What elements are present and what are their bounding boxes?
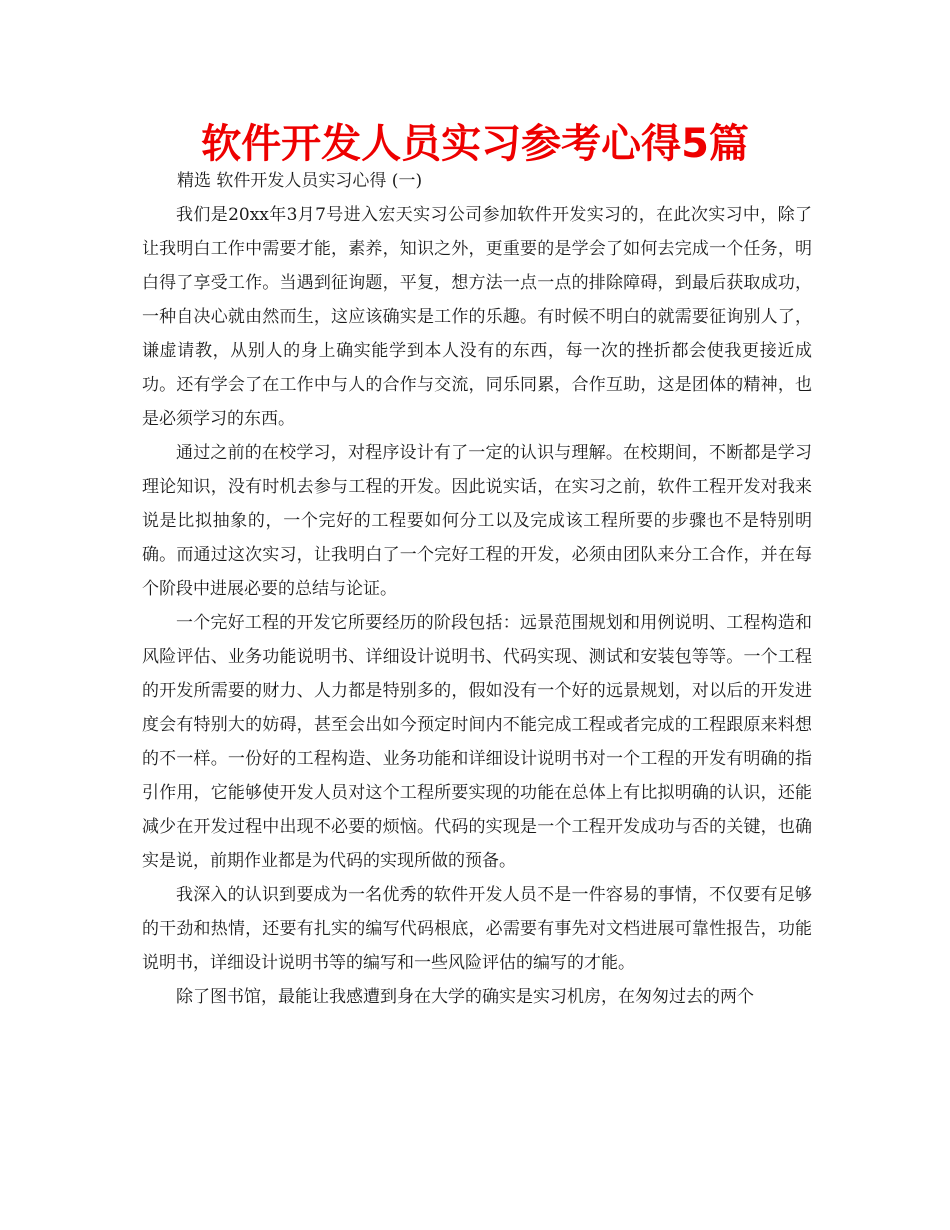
paragraph: 通过之前的在校学习，对程序设计有了一定的认识与理解。在校期间，不断都是学习理论知识，没有时机去参与工程的开发。因此说实话，在实习之前，软件工程开发对我来说是比拟抽象的，一个完好的工程要如何分工以及完成该工程所要的步骤也不是特别明确。而通过这次实习，让我明白了一个完好工程的开发，必须由团队来分工合作，并在每个阶段中进展必要的总结与论证。 bbox=[142, 443, 812, 599]
paragraph: 我们是20xx年3月7号进入宏天实习公司参加软件开发实习的，在此次实习中，除了让我明白工作中需要才能，素养，知识之外，更重要的是学会了如何去完成一个任务，明白得了享受工作。当遇到征询题，平复，想方法一点一点的排除障碍，到最后获取成功，一种自决心就由然而生，这应该确实是工作的乐趣。有时候不明白的就需要征询别人了，谦虚请教，从别人的身上确实能学到本人没有的东西，每一次的挫折都会使我更接近成功。还有学会了在工作中与人的合作与交流，同乐同累，合作互助，这是团体的精神，也是必须学习的东西。 bbox=[142, 205, 812, 429]
paragraph: 我深入的认识到要成为一名优秀的软件开发人员不是一件容易的事情，不仅要有足够的干劲和热情，还要有扎实的编写代码根底，必需要有事先对文档进展可靠性报告，功能说明书，详细设计说明书等的编写和一些风险评估的编写的才能。 bbox=[142, 885, 812, 973]
section-subtitle: 精选 软件开发人员实习心得 (一) bbox=[177, 171, 423, 191]
paragraph: 一个完好工程的开发它所要经历的阶段包括：远景范围规划和用例说明、工程构造和风险评估、业务功能说明书、详细设计说明书、代码实现、测试和安装包等等。一个工程的开发所需要的财力、人力都是特别多的，假如没有一个好的远景规划，对以后的开发进度会有特别大的妨碍，甚至会出如今预定时间内不能完成工程或者完成的工程跟原来料想的不一样。一份好的工程构造、业务功能和详细设计说明书对一个工程的开发有明确的指引作用，它能够使开发人员对这个工程所要实现的功能在总体上有比拟明确的认识，还能减少在开发过程中出现不必要的烦恼。代码的实现是一个工程开发成功与否的关键，也确实是说，前期作业都是为代码的实现所做的预备。 bbox=[142, 613, 812, 871]
document-title: 软件开发人员实习参考心得5篇 bbox=[201, 121, 749, 167]
document-body bbox=[142, 198, 812, 1014]
paragraph: 除了图书馆，最能让我感遭到身在大学的确实是实习机房，在匆匆过去的两个 bbox=[176, 987, 754, 1007]
